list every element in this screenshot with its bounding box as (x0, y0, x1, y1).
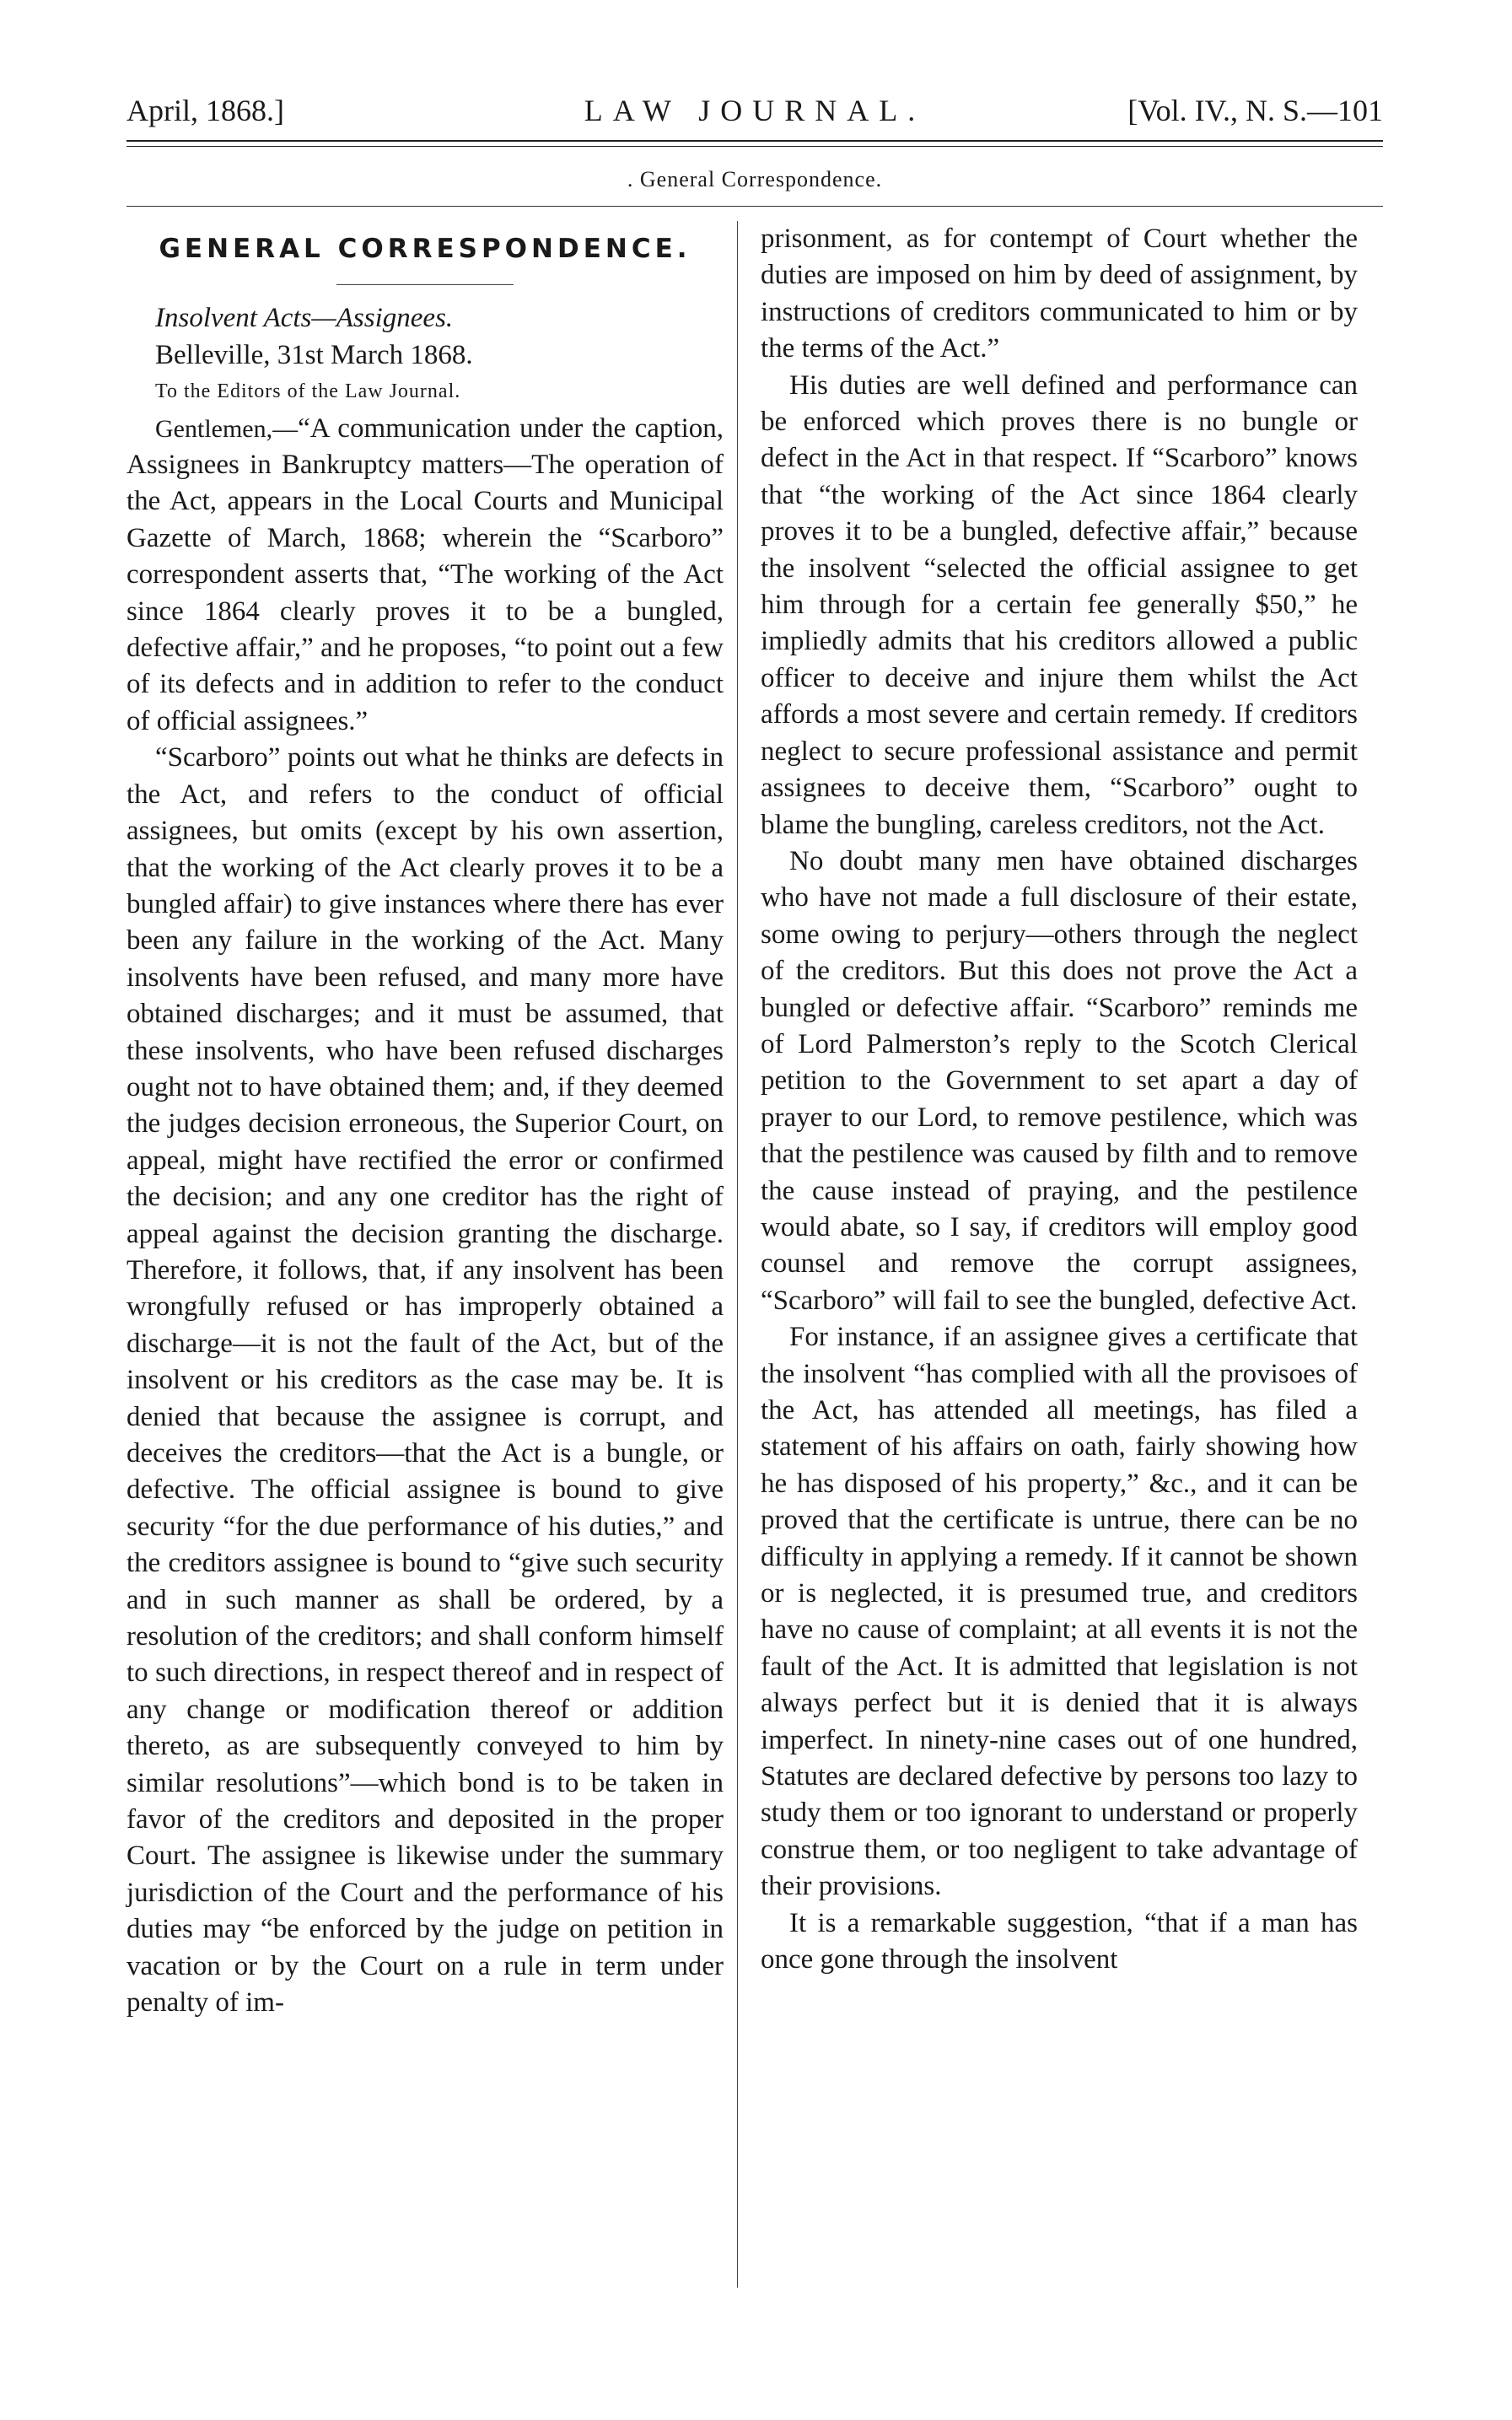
column-heading: GENERAL CORRESPONDENCE. (159, 234, 691, 264)
article-title: Insolvent Acts—Assignees. (155, 303, 454, 334)
header-rule (126, 140, 1383, 147)
column-divider (737, 221, 738, 2288)
section-heading-dot: . (627, 167, 634, 191)
paragraph (126, 411, 724, 741)
section-rule (126, 206, 1383, 207)
running-head (126, 93, 1383, 133)
paragraph: “Scarboro” points out what he thinks are defects in the Act, and refers to the conduct of official assignees, but omits (except by his own assertion, that the working of the Act clearly proves it to be a bungled affair) to give instances where there has ever been any failure in the working of the Act. Many insolvents have been refused, and many more have obtained discharges; and it must be assumed, that these insolvents, who have been refused discharges ought not to have obtained them; and, if they deemed the judges decision erroneous, the Superior Court, on appeal, might have rectified the error or confirmed the decision; and any one creditor has the right of appeal against the decision granting the discharge. Therefore, it follows, that, if any insolvent has been wrongfully refused or has improperly obtained a discharge—it is not the fault of the Act, but of the insolvent or his creditors as the case may be. It is denied that because the assignee is corrupt, and deceives the creditors—that the Act is a bungle, or defective. The official assignee is bound to give security “for the due performance of his duties,” and the creditors assignee is bound to “give such security and in such manner as shall be ordered, by a resolution of the creditors; and shall conform himself to such directions, in respect thereof and in respect of any change or modification thereof or addition thereto, as are subsequently conveyed to him by similar resolutions”—which bond is to be taken in favor of the creditors and deposited in the proper Court. The assignee is likewise under the summary jurisdiction of the Court and the performance of his duties may “be enforced by the judge on petition in vacation or by the Court on a rule in term under penalty of im- (126, 742, 724, 2018)
salutation: Gentlemen,— (155, 414, 299, 443)
heading-rule (336, 284, 514, 285)
section-heading (126, 167, 1383, 192)
paragraph: No doubt many men have obtained discharges who have not made a full disclosure of their estate, some owing to perjury—others through the neglect of the creditors. But this does not prove the Act a bungled or defective affair. “Scarboro” reminds me of Lord Palmerston’s reply to the Scotch Clerical petition to the Government to set apart a day of prayer to our Lord, to remove pestilence, which was that the pestilence was caused by filth and to remove the cause instead of praying, and the pestilence would abate, so I say, if creditors will employ good counsel and remove the corrupt assignees, “Scarboro” will fail to see the bungled, defective Act. (761, 845, 1358, 1316)
paragraph: It is a remarkable suggestion, “that if a man has once gone through the insolvent (761, 1907, 1358, 1975)
section-heading-text: General Correspondence. (639, 167, 883, 191)
header-journal-title: LAW JOURNAL. (584, 94, 926, 127)
paragraph-text: “A communication under the caption, Assignees in Bankruptcy matters—The operation of the Act, appears in the Local Courts and Municipal Gazette of March, 1868; wherein the “Scarboro” correspondent asserts that, “The working of the Act since 1864 clearly proves it to be a bungled, defective affair,” and he proposes, “to point out a few of its defects and in addition to refer to the conduct of official assignees.” (126, 412, 724, 736)
dateline: Belleville, 31st March 1868. (155, 339, 473, 370)
left-column (126, 221, 724, 2022)
paragraph: For instance, if an assignee gives a certificate that the insolvent “has complied with all the provisoes of the Act, has attended all meetings, has filed a statement of his affairs on oath, fairly showing how he has disposed of his property,” &c., and it can be proved that the certificate is untrue, there can be no difficulty in applying a remedy. If it cannot be shown or is neglected, it is presumed true, and creditors have no cause of complaint; at all events it is not the fault of the Act. It is admitted that legislation is not always perfect but it is denied that it is always imperfect. In ninety-nine cases out of one hundred, Statutes are declared defective by persons too lazy to study them or too ignorant to understand or properly construe them, or too negligent to take advantage of their provisions. (761, 1322, 1358, 1902)
header-date: April, 1868.] (126, 94, 284, 127)
paragraph: His duties are well defined and performance can be enforced which proves there is no bungle or defect in the Act in that respect. If “Scarboro” knows that “the working of the Act since 1864 clearly proves it to be a bungled, defective affair,” because the insolvent “selected the official assignee to get him through for a certain fee generally $50,” he impliedly admits that his creditors allowed a public officer to deceive and injure them whilst the Act affords a most severe and certain remedy. If creditors neglect to secure professional assistance and permit assignees to deceive them, “Scarboro” ought to blame the bungling, careless creditors, not the Act. (761, 369, 1358, 840)
paragraph: prisonment, as for contempt of Court whether the duties are imposed on him by deed of assignment, by instructions of creditors communicated to him or by the terms of the Act.” (761, 224, 1358, 364)
header-volume-page: [Vol. IV., N. S.—101 (1127, 94, 1383, 127)
addressee: To the Editors of the Law Journal. (155, 380, 461, 403)
right-column (761, 221, 1358, 1979)
